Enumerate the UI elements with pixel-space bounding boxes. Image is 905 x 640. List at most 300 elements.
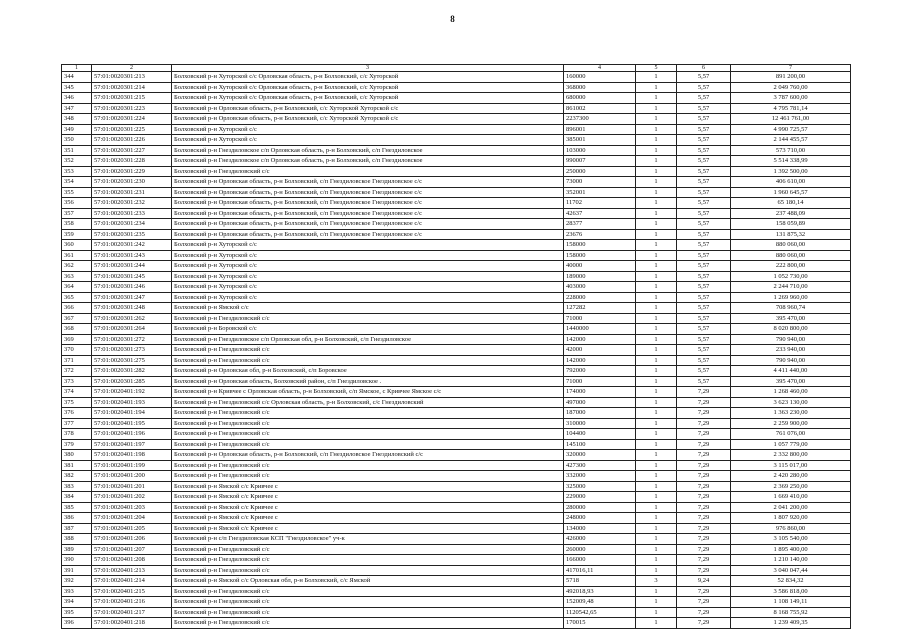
table-row <box>62 250 851 261</box>
rate-cell: 5,57 <box>677 324 731 335</box>
row-number-cell: 385 <box>62 502 92 513</box>
category-cell: 1 <box>636 555 677 566</box>
cadastral-number-cell: 57:01:0020301:247 <box>92 292 172 303</box>
row-number-cell: 358 <box>62 219 92 230</box>
category-cell: 1 <box>636 387 677 398</box>
cadastral-value-cell: 2 144 455,57 <box>731 135 851 146</box>
category-cell: 1 <box>636 376 677 387</box>
category-cell: 1 <box>636 240 677 251</box>
category-cell: 1 <box>636 135 677 146</box>
table-row <box>62 586 851 597</box>
row-number-cell: 387 <box>62 523 92 534</box>
table-row <box>62 82 851 93</box>
cadastral-value-cell: 708 960,74 <box>731 303 851 314</box>
rate-cell: 5,57 <box>677 219 731 230</box>
address-cell: Болховский р-н Орловская область, р-н Болховский, с/с Хуторской Хуторской с/с <box>172 114 564 125</box>
cadastral-number-cell: 57:01:0020401:197 <box>92 439 172 450</box>
cadastral-value-cell: 2 332 800,00 <box>731 450 851 461</box>
table-row <box>62 618 851 629</box>
address-cell: Болховский р-н Боровской с/с <box>172 324 564 335</box>
row-number-cell: 378 <box>62 429 92 440</box>
category-cell: 1 <box>636 187 677 198</box>
rate-cell: 5,57 <box>677 261 731 272</box>
table-row <box>62 240 851 251</box>
cadastral-value-cell: 2 049 760,00 <box>731 82 851 93</box>
table-row <box>62 156 851 167</box>
cadastral-value-cell: 233 940,00 <box>731 345 851 356</box>
area-cell: 228000 <box>564 292 636 303</box>
row-number-cell: 368 <box>62 324 92 335</box>
row-number-cell: 351 <box>62 145 92 156</box>
category-cell: 1 <box>636 355 677 366</box>
cadastral-value-cell: 222 800,00 <box>731 261 851 272</box>
category-cell: 1 <box>636 481 677 492</box>
cadastral-number-cell: 57:01:0020401:196 <box>92 429 172 440</box>
area-cell: 427300 <box>564 460 636 471</box>
cadastral-number-cell: 57:01:0020401:199 <box>92 460 172 471</box>
row-number-cell: 356 <box>62 198 92 209</box>
table-row <box>62 555 851 566</box>
row-number-cell: 347 <box>62 103 92 114</box>
area-cell: 403000 <box>564 282 636 293</box>
table-row <box>62 93 851 104</box>
address-cell: Болховский р-н Гнездиловский с/с <box>172 555 564 566</box>
address-cell: Болховский р-н Ямской с/с Кривчее с <box>172 492 564 503</box>
address-cell: Болховский р-н Гнездиловский с/с Орловская область, р-н Болховский, с/с Гнездиловский <box>172 397 564 408</box>
row-number-cell: 366 <box>62 303 92 314</box>
category-cell: 1 <box>636 492 677 503</box>
rate-cell: 5,57 <box>677 240 731 251</box>
cadastral-value-cell: 573 710,00 <box>731 145 851 156</box>
cadastral-value-cell: 880 060,00 <box>731 250 851 261</box>
cadastral-value-cell: 5 514 338,99 <box>731 156 851 167</box>
address-cell: Болховский р-н Гнездиловский с/с <box>172 586 564 597</box>
cadastral-number-cell: 57:01:0020301:244 <box>92 261 172 272</box>
category-cell: 1 <box>636 418 677 429</box>
table-row <box>62 292 851 303</box>
category-cell: 1 <box>636 72 677 83</box>
cadastral-number-cell: 57:01:0020401:193 <box>92 397 172 408</box>
table-row <box>62 439 851 450</box>
cadastral-number-cell: 57:01:0020301:213 <box>92 72 172 83</box>
area-cell: 250000 <box>564 166 636 177</box>
category-cell: 1 <box>636 334 677 345</box>
table-row <box>62 135 851 146</box>
cadastral-value-cell: 12 461 761,00 <box>731 114 851 125</box>
cadastral-value-cell: 237 488,09 <box>731 208 851 219</box>
rate-cell: 5,57 <box>677 166 731 177</box>
address-cell: Болховский р-н Гнездиловский с/с <box>172 166 564 177</box>
cadastral-value-cell: 1 669 410,00 <box>731 492 851 503</box>
cadastral-value-cell: 1 052 730,00 <box>731 271 851 282</box>
rate-cell: 5,57 <box>677 114 731 125</box>
rate-cell: 7,29 <box>677 544 731 555</box>
area-cell: 492018,93 <box>564 586 636 597</box>
area-cell: 1120542,65 <box>564 607 636 618</box>
cadastral-number-cell: 57:01:0020301:246 <box>92 282 172 293</box>
category-cell: 1 <box>636 439 677 450</box>
rate-cell: 5,57 <box>677 345 731 356</box>
area-cell: 142000 <box>564 334 636 345</box>
cadastral-value-cell: 1 057 779,00 <box>731 439 851 450</box>
area-cell: 861002 <box>564 103 636 114</box>
cadastral-value-cell: 395 470,00 <box>731 376 851 387</box>
cadastral-value-cell: 2 259 900,00 <box>731 418 851 429</box>
rate-cell: 5,57 <box>677 282 731 293</box>
area-cell: 160000 <box>564 72 636 83</box>
category-cell: 1 <box>636 618 677 629</box>
cadastral-value-cell: 1 807 920,00 <box>731 513 851 524</box>
table-row <box>62 366 851 377</box>
cadastral-number-cell: 57:01:0020301:233 <box>92 208 172 219</box>
cadastral-value-cell: 3 105 540,00 <box>731 534 851 545</box>
cadastral-number-cell: 57:01:0020301:248 <box>92 303 172 314</box>
row-number-cell: 391 <box>62 565 92 576</box>
address-cell: Болховский р-н Гнездиловский с/с <box>172 471 564 482</box>
address-cell: Болховский р-н Хуторской с/с Орловская область, р-н Болховский, с/с Хуторской <box>172 93 564 104</box>
cadastral-number-cell: 57:01:0020301:228 <box>92 156 172 167</box>
category-cell: 1 <box>636 303 677 314</box>
address-cell: Болховский р-н Орловская область, р-н Болховский, с/п Гнездиловское Гнездиловское с/с <box>172 229 564 240</box>
address-cell: Болховский р-н Гнездиловский с/с <box>172 565 564 576</box>
table-row <box>62 72 851 83</box>
row-number-cell: 386 <box>62 513 92 524</box>
area-cell: 1440000 <box>564 324 636 335</box>
page-number: 8 <box>450 14 455 24</box>
area-cell: 248000 <box>564 513 636 524</box>
table-row <box>62 376 851 387</box>
cadastral-value-cell: 2 244 710,00 <box>731 282 851 293</box>
row-number-cell: 361 <box>62 250 92 261</box>
row-number-cell: 372 <box>62 366 92 377</box>
row-number-cell: 367 <box>62 313 92 324</box>
cadastral-value-cell: 1 268 460,00 <box>731 387 851 398</box>
rate-cell: 5,57 <box>677 376 731 387</box>
area-cell: 5718 <box>564 576 636 587</box>
table-row <box>62 345 851 356</box>
cadastral-value-cell: 790 940,00 <box>731 355 851 366</box>
address-cell: Болховский р-н Гнездиловский с/с <box>172 408 564 419</box>
cadastral-number-cell: 57:01:0020301:232 <box>92 198 172 209</box>
row-number-cell: 346 <box>62 93 92 104</box>
cadastral-value-cell: 1 108 149,11 <box>731 597 851 608</box>
address-cell: Болховский р-н Орловская область, р-н Болховский, с/п Гнездиловское Гнездиловское с/с <box>172 177 564 188</box>
category-cell: 1 <box>636 177 677 188</box>
category-cell: 1 <box>636 103 677 114</box>
category-cell: 1 <box>636 93 677 104</box>
row-number-cell: 350 <box>62 135 92 146</box>
rate-cell: 5,57 <box>677 229 731 240</box>
address-cell: Болховский р-н Гнездиловский с/с <box>172 313 564 324</box>
category-cell: 1 <box>636 271 677 282</box>
row-number-cell: 394 <box>62 597 92 608</box>
cadastral-value-cell: 1 210 140,00 <box>731 555 851 566</box>
row-number-cell: 364 <box>62 282 92 293</box>
rate-cell: 5,57 <box>677 156 731 167</box>
category-cell: 1 <box>636 397 677 408</box>
area-cell: 42000 <box>564 345 636 356</box>
rate-cell: 7,29 <box>677 439 731 450</box>
address-cell: Болховский р-н Орловская область, р-н Болховский, с/с Хуторской Хуторской с/с <box>172 103 564 114</box>
rate-cell: 5,57 <box>677 313 731 324</box>
area-cell: 896001 <box>564 124 636 135</box>
cadastral-value-cell: 2 041 200,00 <box>731 502 851 513</box>
table-row <box>62 502 851 513</box>
rate-cell: 5,57 <box>677 250 731 261</box>
address-cell: Болховский р-н Хуторской с/с <box>172 135 564 146</box>
cadastral-value-cell: 880 060,00 <box>731 240 851 251</box>
rate-cell: 5,57 <box>677 187 731 198</box>
cadastral-number-cell: 57:01:0020401:200 <box>92 471 172 482</box>
row-number-cell: 369 <box>62 334 92 345</box>
address-cell: Болховский р-н Хуторской с/с <box>172 261 564 272</box>
area-cell: 127282 <box>564 303 636 314</box>
table-row <box>62 313 851 324</box>
address-cell: Болховский р-н Ямской с/с Кривчее с <box>172 513 564 524</box>
address-cell: Болховский р-н Хуторской с/с <box>172 124 564 135</box>
category-cell: 1 <box>636 513 677 524</box>
cadastral-value-cell: 2 369 250,00 <box>731 481 851 492</box>
cadastral-number-cell: 57:01:0020301:273 <box>92 345 172 356</box>
cadastral-number-cell: 57:01:0020301:226 <box>92 135 172 146</box>
rate-cell: 5,57 <box>677 124 731 135</box>
rate-cell: 7,29 <box>677 513 731 524</box>
table-row <box>62 324 851 335</box>
category-cell: 1 <box>636 82 677 93</box>
table-row <box>62 177 851 188</box>
rate-cell: 7,29 <box>677 502 731 513</box>
address-cell: Болховский р-н Гнездиловский с/с <box>172 439 564 450</box>
category-cell: 1 <box>636 145 677 156</box>
area-cell: 28377 <box>564 219 636 230</box>
table-row <box>62 492 851 503</box>
row-number-cell: 353 <box>62 166 92 177</box>
address-cell: Болховский р-н Гнездиловский с/с <box>172 418 564 429</box>
cadastral-number-cell: 57:01:0020401:217 <box>92 607 172 618</box>
row-number-cell: 349 <box>62 124 92 135</box>
rate-cell: 7,29 <box>677 418 731 429</box>
table-row <box>62 481 851 492</box>
table-row <box>62 597 851 608</box>
category-cell: 1 <box>636 282 677 293</box>
rate-cell: 7,29 <box>677 460 731 471</box>
category-cell: 1 <box>636 124 677 135</box>
table-row <box>62 408 851 419</box>
cadastral-number-cell: 57:01:0020401:202 <box>92 492 172 503</box>
table-row <box>62 187 851 198</box>
address-cell: Болховский р-н Гнездиловское с/п Орловская область, р-н Болховский, с/п Гнездиловское <box>172 156 564 167</box>
cadastral-number-cell: 57:01:0020401:205 <box>92 523 172 534</box>
rate-cell: 7,29 <box>677 450 731 461</box>
cadastral-number-cell: 57:01:0020401:195 <box>92 418 172 429</box>
address-cell: Болховский р-н Ямской с/с Кривчее с <box>172 502 564 513</box>
area-cell: 352001 <box>564 187 636 198</box>
cadastral-number-cell: 57:01:0020401:198 <box>92 450 172 461</box>
rate-cell: 5,57 <box>677 145 731 156</box>
row-number-cell: 375 <box>62 397 92 408</box>
column-header: 7 <box>731 65 851 72</box>
row-number-cell: 395 <box>62 607 92 618</box>
cadastral-number-cell: 57:01:0020301:262 <box>92 313 172 324</box>
cadastral-value-cell: 395 470,00 <box>731 313 851 324</box>
address-cell: Болховский р-н с/п Гнездиловская КСП "Гнездиловское" уч-к <box>172 534 564 545</box>
area-cell: 280000 <box>564 502 636 513</box>
area-cell: 332000 <box>564 471 636 482</box>
table-row <box>62 198 851 209</box>
category-cell: 1 <box>636 565 677 576</box>
cadastral-value-cell: 790 940,00 <box>731 334 851 345</box>
land-registry-table <box>61 64 851 629</box>
category-cell: 1 <box>636 114 677 125</box>
row-number-cell: 381 <box>62 460 92 471</box>
category-cell: 1 <box>636 156 677 167</box>
category-cell: 1 <box>636 292 677 303</box>
area-cell: 2237300 <box>564 114 636 125</box>
row-number-cell: 373 <box>62 376 92 387</box>
category-cell: 1 <box>636 460 677 471</box>
area-cell: 166000 <box>564 555 636 566</box>
cadastral-number-cell: 57:01:0020301:285 <box>92 376 172 387</box>
rate-cell: 5,57 <box>677 93 731 104</box>
cadastral-value-cell: 158 059,89 <box>731 219 851 230</box>
area-cell: 73000 <box>564 177 636 188</box>
table-row <box>62 124 851 135</box>
cadastral-number-cell: 57:01:0020301:231 <box>92 187 172 198</box>
category-cell: 1 <box>636 544 677 555</box>
cadastral-number-cell: 57:01:0020401:192 <box>92 387 172 398</box>
area-cell: 368000 <box>564 82 636 93</box>
row-number-cell: 344 <box>62 72 92 83</box>
table-row <box>62 229 851 240</box>
cadastral-number-cell: 57:01:0020301:223 <box>92 103 172 114</box>
category-cell: 1 <box>636 261 677 272</box>
area-cell: 260000 <box>564 544 636 555</box>
table-row <box>62 397 851 408</box>
row-number-cell: 382 <box>62 471 92 482</box>
area-cell: 417016,11 <box>564 565 636 576</box>
rate-cell: 5,57 <box>677 135 731 146</box>
cadastral-number-cell: 57:01:0020301:214 <box>92 82 172 93</box>
row-number-cell: 359 <box>62 229 92 240</box>
cadastral-number-cell: 57:01:0020301:227 <box>92 145 172 156</box>
address-cell: Болховский р-н Хуторской с/с <box>172 292 564 303</box>
table-row <box>62 114 851 125</box>
cadastral-number-cell: 57:01:0020301:242 <box>92 240 172 251</box>
cadastral-number-cell: 57:01:0020401:215 <box>92 586 172 597</box>
category-cell: 1 <box>636 166 677 177</box>
address-cell: Болховский р-н Гнездиловский с/с <box>172 460 564 471</box>
area-cell: 187000 <box>564 408 636 419</box>
row-number-cell: 376 <box>62 408 92 419</box>
row-number-cell: 389 <box>62 544 92 555</box>
row-number-cell: 371 <box>62 355 92 366</box>
category-cell: 1 <box>636 502 677 513</box>
category-cell: 1 <box>636 408 677 419</box>
column-header: 1 <box>62 65 92 72</box>
address-cell: Болховский р-н Гнездиловский с/с <box>172 355 564 366</box>
cadastral-number-cell: 57:01:0020301:234 <box>92 219 172 230</box>
area-cell: 104400 <box>564 429 636 440</box>
area-cell: 325000 <box>564 481 636 492</box>
cadastral-number-cell: 57:01:0020401:206 <box>92 534 172 545</box>
cadastral-value-cell: 52 834,32 <box>731 576 851 587</box>
address-cell: Болховский р-н Гнездиловский с/с <box>172 597 564 608</box>
rate-cell: 7,29 <box>677 397 731 408</box>
cadastral-number-cell: 57:01:0020301:230 <box>92 177 172 188</box>
table-row <box>62 261 851 272</box>
rate-cell: 7,29 <box>677 471 731 482</box>
category-cell: 3 <box>636 576 677 587</box>
rate-cell: 7,29 <box>677 565 731 576</box>
address-cell: Болховский р-н Гнездиловский с/с <box>172 345 564 356</box>
cadastral-number-cell: 57:01:0020401:216 <box>92 597 172 608</box>
category-cell: 1 <box>636 471 677 482</box>
rate-cell: 7,29 <box>677 534 731 545</box>
cadastral-value-cell: 3 586 818,00 <box>731 586 851 597</box>
category-cell: 1 <box>636 450 677 461</box>
address-cell: Болховский р-н Хуторской с/с Орловская область, р-н Болховский, с/с Хуторской <box>172 72 564 83</box>
cadastral-number-cell: 57:01:0020301:275 <box>92 355 172 366</box>
table-row <box>62 450 851 461</box>
column-header: 3 <box>172 65 564 72</box>
rate-cell: 5,57 <box>677 355 731 366</box>
cadastral-value-cell: 4 990 725,57 <box>731 124 851 135</box>
cadastral-number-cell: 57:01:0020301:264 <box>92 324 172 335</box>
row-number-cell: 360 <box>62 240 92 251</box>
area-cell: 71000 <box>564 376 636 387</box>
address-cell: Болховский р-н Гнездиловское с/п Орловская обл, р-н Болховский, с/п Гнездиловское <box>172 334 564 345</box>
cadastral-number-cell: 57:01:0020401:207 <box>92 544 172 555</box>
area-cell: 426000 <box>564 534 636 545</box>
table-row <box>62 271 851 282</box>
cadastral-number-cell: 57:01:0020301:272 <box>92 334 172 345</box>
rate-cell: 7,29 <box>677 481 731 492</box>
cadastral-number-cell: 57:01:0020301:235 <box>92 229 172 240</box>
address-cell: Болховский р-н Гнездиловский с/с <box>172 544 564 555</box>
address-cell: Болховский р-н Ямской с/с Кривчее с <box>172 523 564 534</box>
table-row <box>62 607 851 618</box>
cadastral-value-cell: 2 420 280,00 <box>731 471 851 482</box>
cadastral-number-cell: 57:01:0020401:208 <box>92 555 172 566</box>
rate-cell: 7,29 <box>677 607 731 618</box>
area-cell: 320000 <box>564 450 636 461</box>
area-cell: 134000 <box>564 523 636 534</box>
address-cell: Болховский р-н Орловская область, р-н Болховский, с/п Гнездиловское Гнездиловское с/с <box>172 208 564 219</box>
address-cell: Болховский р-н Орловская область, р-н Болховский, с/п Гнездиловское Гнездиловский с/с <box>172 450 564 461</box>
address-cell: Болховский р-н Ямской с/с <box>172 303 564 314</box>
cadastral-value-cell: 1 363 230,00 <box>731 408 851 419</box>
area-cell: 310000 <box>564 418 636 429</box>
cadastral-value-cell: 4 795 781,14 <box>731 103 851 114</box>
area-cell: 142000 <box>564 355 636 366</box>
category-cell: 1 <box>636 198 677 209</box>
address-cell: Болховский р-н Хуторской с/с Орловская область, р-н Болховский, с/с Хуторской <box>172 82 564 93</box>
cadastral-value-cell: 406 610,00 <box>731 177 851 188</box>
cadastral-value-cell: 891 200,00 <box>731 72 851 83</box>
address-cell: Болховский р-н Гнездиловский с/с <box>172 618 564 629</box>
cadastral-value-cell: 1 392 500,00 <box>731 166 851 177</box>
rate-cell: 5,57 <box>677 177 731 188</box>
area-cell: 103000 <box>564 145 636 156</box>
category-cell: 1 <box>636 607 677 618</box>
area-cell: 40000 <box>564 261 636 272</box>
area-cell: 990007 <box>564 156 636 167</box>
row-number-cell: 377 <box>62 418 92 429</box>
table-row <box>62 565 851 576</box>
cadastral-number-cell: 57:01:0020301:224 <box>92 114 172 125</box>
rate-cell: 7,29 <box>677 492 731 503</box>
area-cell: 158000 <box>564 240 636 251</box>
